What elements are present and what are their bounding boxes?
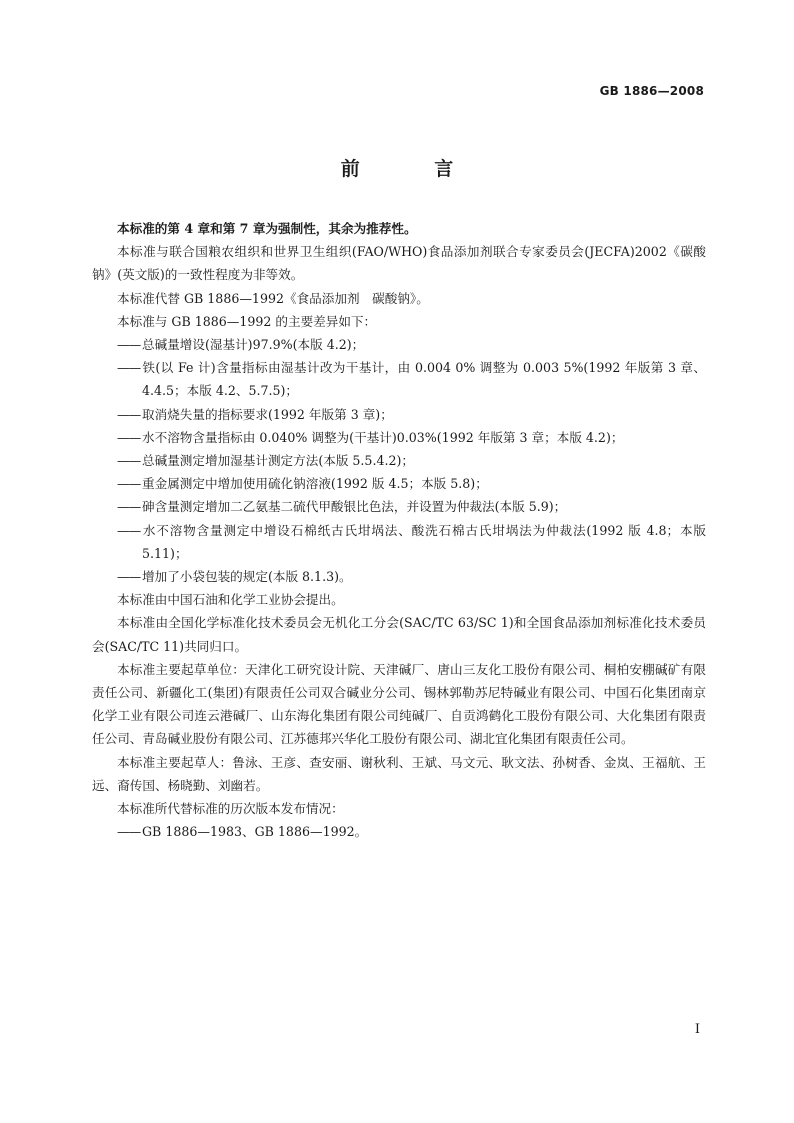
page-number: I — [694, 1022, 700, 1037]
list-item: —— 增加了小袋包装的规定(本版 8.1.3)。 — [117, 565, 706, 588]
dash-marker: —— — [117, 406, 141, 422]
dash-marker: —— — [117, 824, 141, 840]
drafting-units-paragraph: 本标准主要起草单位：天津化工研究设计院、天津碱厂、唐山三友化工股份有限公司、桐柏安棚碱矿有限责任公司、新疆化工(集团)有限责任公司双合碱业分公司、锡林郭勒苏尼特碱业有限公司、中国石化集团南京化学工业有限公司连云港碱厂、山东海化集团有限公司纯碱厂、自贡鸿鹤化工股份有限公司、大化集团有限责任公司、青岛碱业股份有限公司、江苏德邦兴华化工股份有限公司、湖北宜化集团有限责任公司。 — [92, 661, 706, 747]
dash-marker: —— — [117, 569, 141, 585]
dash-marker: —— — [117, 360, 141, 376]
replacement-paragraph: 本标准代替 GB 1886—1992《食品添加剂 碳酸钠》。 — [117, 290, 429, 306]
list-item: —— 取消烧失量的指标要求(1992 年版第 3 章)； — [117, 403, 706, 426]
dash-marker: —— — [117, 453, 141, 469]
differences-list — [92, 333, 706, 588]
list-item: —— 水不溶物含量指标由 0.040% 调整为(干基计)0.03%(1992 年版第 3 章；本版 4.2)； — [117, 426, 706, 449]
page-title: 前 言 — [340, 158, 488, 180]
list-item: —— 砷含量测定增加二乙氨基二硫代甲酸银比色法，并设置为仲裁法(本版 5.9)； — [117, 495, 706, 518]
dash-marker: —— — [117, 476, 141, 492]
mandatory-clause-paragraph: 本标准的第 4 章和第 7 章为强制性，其余为推荐性。 — [117, 221, 417, 236]
drafters-paragraph: 本标准主要起草人：鲁泳、王彦、查安丽、谢秋利、王斌、马文元、耿文法、孙树香、金岚、王福航、王远、裔传国、杨晓勤、刘幽若。 — [92, 754, 706, 793]
standard-code: GB 1886—2008 — [599, 84, 704, 98]
history-item: —— GB 1886—1983、GB 1886—1992。 — [117, 820, 706, 843]
dash-marker: —— — [117, 429, 141, 445]
history-intro: 本标准所代替标准的历次版本发布情况： — [117, 801, 344, 817]
committee-paragraph: 本标准由全国化学标准化技术委员会无机化工分会(SAC/TC 63/SC 1)和全国食品添加剂标准化技术委员会(SAC/TC 11)共同归口。 — [92, 615, 706, 654]
document-body — [92, 217, 706, 843]
proposer-paragraph: 本标准由中国石油和化学工业协会提出。 — [117, 592, 344, 608]
dash-marker: —— — [117, 499, 141, 515]
dash-marker: —— — [117, 522, 141, 538]
list-item: —— 重金属测定中增加使用硫化钠溶液(1992 版 4.5；本版 5.8)； — [117, 472, 706, 495]
list-item: —— 铁(以 Fe 计)含量指标由湿基计改为干基计，由 0.004 0% 调整为 0.003 5%(1992 年版第 3 章、4.4.5；本版 4.2、5.7.5)； — [117, 356, 706, 402]
list-item: —— 水不溶物含量测定中增设石棉纸古氏坩埚法、酸洗石棉古氏坩埚法为仲裁法(1992 版 4.8；本版 5.11)； — [117, 519, 706, 565]
list-item: —— 总碱量增设(湿基计)97.9%(本版 4.2)； — [117, 333, 706, 356]
equivalence-paragraph: 本标准与联合国粮农组织和世界卫生组织(FAO/WHO)食品添加剂联合专家委员会(JECFA)2002《碳酸钠》(英文版)的一致性程度为非等效。 — [92, 244, 706, 283]
dash-marker: —— — [117, 337, 141, 353]
differences-intro: 本标准与 GB 1886—1992 的主要差异如下： — [117, 313, 377, 329]
list-item: —— 总碱量测定增加湿基计测定方法(本版 5.5.4.2)； — [117, 449, 706, 472]
